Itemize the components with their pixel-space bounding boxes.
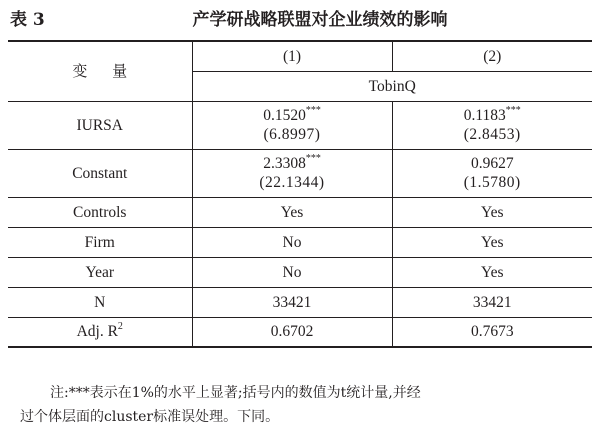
coef-value: 0.9627 — [470, 155, 514, 172]
table-cell: 0.7673 — [392, 317, 592, 347]
table-cell: No — [192, 257, 392, 287]
regression-table-wrap — [8, 40, 592, 348]
note-line-2: 过个体层面的cluster标准误处理。下同。 — [20, 409, 280, 425]
table-label: 表 3 — [10, 10, 45, 30]
t-statistic: (6.8997) — [263, 126, 321, 143]
coef-cell — [392, 101, 592, 149]
significance-stars: *** — [305, 105, 321, 116]
header-row-columns — [8, 41, 592, 71]
table-cell: Yes — [392, 227, 592, 257]
table-row — [8, 227, 592, 257]
coef-cell — [192, 101, 392, 149]
table-row — [8, 317, 592, 347]
table-cell: 0.6702 — [192, 317, 392, 347]
table-title: 产学研战略联盟对企业绩效的影响 — [192, 10, 448, 30]
dependent-variable: TobinQ — [192, 71, 592, 101]
table-cell: Yes — [392, 197, 592, 227]
table-cell: No — [192, 227, 392, 257]
significance-stars: *** — [305, 153, 321, 164]
coef-cell — [392, 149, 592, 197]
table-row — [8, 149, 592, 197]
regression-table — [8, 40, 592, 348]
table-row — [8, 101, 592, 149]
superscript: 2 — [117, 321, 123, 333]
row-label: N — [8, 287, 192, 317]
table-note — [20, 381, 596, 429]
table-cell: Yes — [392, 257, 592, 287]
coef-cell — [192, 149, 392, 197]
table-cell: 33421 — [392, 287, 592, 317]
t-statistic: (22.1344) — [259, 174, 325, 191]
variable-header: 变 量 — [8, 41, 192, 101]
row-label: IURSA — [8, 101, 192, 149]
row-label: Controls — [8, 197, 192, 227]
t-statistic: (2.8453) — [463, 126, 521, 143]
table-cell: Yes — [192, 197, 392, 227]
table-row — [8, 287, 592, 317]
table-caption — [10, 6, 590, 34]
adj-r2-label: Adj. R — [76, 323, 118, 341]
table-row — [8, 257, 592, 287]
table-row — [8, 197, 592, 227]
col-header-2: (2) — [392, 41, 592, 71]
coef-value: 2.3308 — [263, 155, 306, 172]
col-header-1: (1) — [192, 41, 392, 71]
note-line-1: 注:***表示在1%的水平上显著;括号内的数值为t统计量,并经 — [50, 385, 421, 401]
row-label: Firm — [8, 227, 192, 257]
coef-value: 0.1183 — [463, 107, 506, 124]
row-label: Year — [8, 257, 192, 287]
significance-stars: *** — [505, 105, 521, 116]
t-statistic: (1.5780) — [463, 174, 521, 191]
coef-value: 0.1520 — [263, 107, 306, 124]
row-label — [8, 317, 192, 347]
row-label: Constant — [8, 149, 192, 197]
table-cell: 33421 — [192, 287, 392, 317]
